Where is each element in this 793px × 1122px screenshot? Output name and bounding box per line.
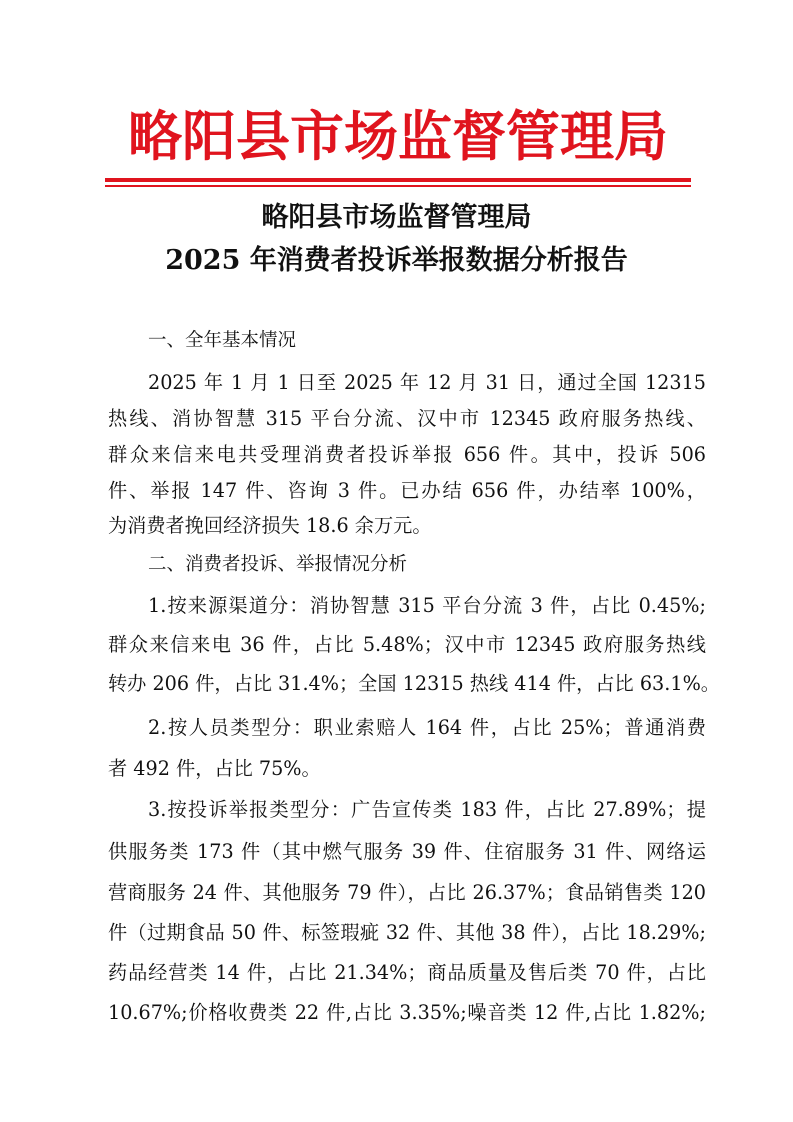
section2-para1-line: 转办 206 件，占比 31.4%；全国 12315 热线 414 件，占比 63.1%。 [108,672,720,695]
section1-line: 群众来信来电共受理消费者投诉举报 656 件。其中，投诉 506 [108,443,706,466]
section1-line: 为消费者挽回经济损失 18.6 余万元。 [108,514,432,537]
section2-para3-line: 10.67%;价格收费类 22 件,占比 3.35%;噪音类 12 件,占比 1.82%; [108,1001,706,1024]
letterhead-rule-thick [105,178,691,182]
letterhead-rule-thin [105,185,691,187]
document-title-line1: 略阳县市场监督管理局 [261,202,532,233]
section2-para3-line: 药品经营类 14 件，占比 21.34%；商品质量及售后类 70 件，占比 [108,961,706,984]
section1-line: 热线、消协智慧 315 平台分流、汉中市 12345 政府服务热线、 [108,407,706,430]
section2-heading: 二、消费者投诉、举报情况分析 [148,554,408,575]
section2-para1-line: 群众来信来电 36 件，占比 5.48%；汉中市 12345 政府服务热线 [108,633,706,656]
section1-line: 2025 年 1 月 1 日至 2025 年 12 月 31 日，通过全国 12315 [148,371,706,394]
section2-para3-line: 件（过期食品 50 件、标签瑕疵 32 件、其他 38 件），占比 18.29%; [108,921,706,944]
section2-para2-line: 者 492 件，占比 75%。 [108,757,321,780]
section1-line: 件、举报 147 件、咨询 3 件。已办结 656 件，办结率 100%， [108,479,706,502]
section2-para2-line: 2.按人员类型分：职业索赔人 164 件，占比 25%；普通消费 [148,716,706,739]
document-title-line2: 2025 年消费者投诉举报数据分析报告 [165,245,628,276]
section2-para1-line: 1.按来源渠道分：消协智慧 315 平台分流 3 件，占比 0.45%; [148,594,706,617]
section1-heading: 一、全年基本情况 [148,330,297,351]
section2-para3-line: 营商服务 24 件、其他服务 79 件），占比 26.37%；食品销售类 120 [108,881,706,904]
section2-para3-line: 供服务类 173 件（其中燃气服务 39 件、住宿服务 31 件、网络运 [108,840,706,863]
section2-para3-line: 3.按投诉举报类型分：广告宣传类 183 件，占比 27.89%；提 [148,798,706,821]
letterhead-org-name: 略阳县市场监督管理局 [128,104,668,168]
